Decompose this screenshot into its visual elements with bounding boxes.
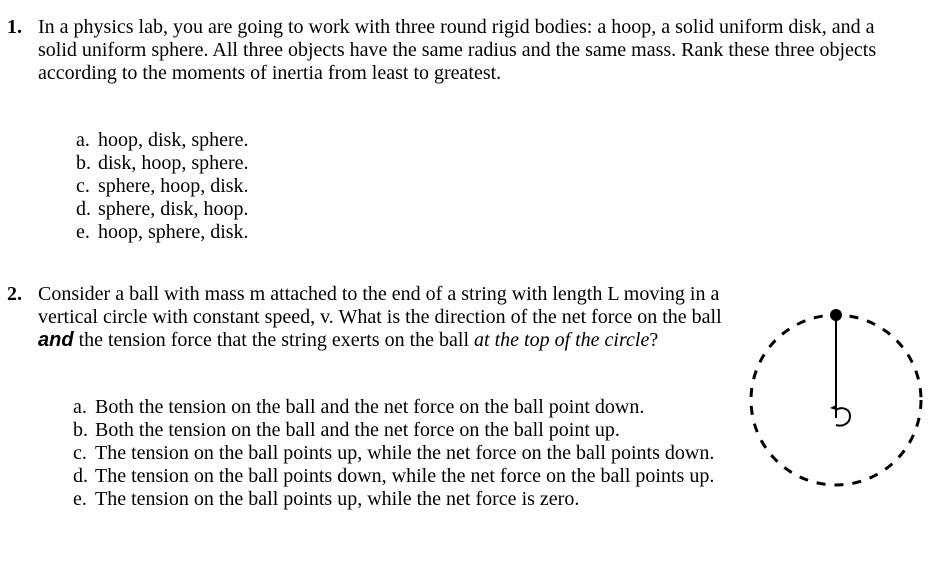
choice-letter: a. xyxy=(76,129,90,151)
question-2-stem-emphasis: and xyxy=(38,329,74,351)
choice-item xyxy=(76,152,476,175)
question-1-number: 1. xyxy=(7,16,22,38)
vertical-circle-diagram xyxy=(740,300,930,500)
arrowhead-icon xyxy=(830,405,836,410)
choice-text: The tension on the ball points up, while the net force is zero. xyxy=(95,488,580,510)
choice-letter: d. xyxy=(76,198,91,220)
choice-text: sphere, hoop, disk. xyxy=(98,175,249,197)
question-2-choices xyxy=(73,396,733,511)
choice-letter: d. xyxy=(73,465,88,487)
choice-text: The tension on the ball points up, while the net force on the ball points down. xyxy=(95,442,715,464)
choice-item xyxy=(73,419,733,442)
question-2-stem-end: ? xyxy=(649,329,659,351)
choice-item xyxy=(76,129,476,152)
question-2-stem-part2: the tension force that the string exerts on the ball xyxy=(73,329,475,351)
choice-letter: e. xyxy=(73,488,87,510)
choice-text: hoop, disk, sphere. xyxy=(98,129,249,151)
choice-text: Both the tension on the ball and the net force on the ball point up. xyxy=(95,419,620,441)
question-2-stem-part1: Consider a ball with mass m attached to the end of a string with length L moving in a vertical circle with constant speed, v. What is the direction of the net force on the ball xyxy=(38,283,722,328)
question-2-stem xyxy=(38,283,738,352)
choice-letter: b. xyxy=(76,152,91,174)
ball-dot xyxy=(830,309,842,321)
choice-letter: e. xyxy=(76,221,90,243)
question-1-stem: In a physics lab, you are going to work with three round rigid bodies: a hoop, a solid uniform disk, and a solid uniform sphere. All three objects have the same radius and the same mass. Rank these three objects according to the moments of inertia from least to greatest. xyxy=(38,16,877,84)
question-1-choices xyxy=(76,129,476,244)
choice-letter: c. xyxy=(73,442,87,464)
choice-item xyxy=(76,198,476,221)
choice-item xyxy=(73,396,733,419)
question-2-number: 2. xyxy=(7,283,22,305)
choice-text: disk, hoop, sphere. xyxy=(98,152,249,174)
choice-item xyxy=(73,488,733,511)
choice-item xyxy=(73,442,733,465)
choice-letter: b. xyxy=(73,419,88,441)
choice-item xyxy=(76,175,476,198)
choice-text: Both the tension on the ball and the net force on the ball point down. xyxy=(95,396,645,418)
choice-text: hoop, sphere, disk. xyxy=(98,221,249,243)
choice-item xyxy=(73,465,733,488)
choice-text: The tension on the ball points down, while the net force on the ball points up. xyxy=(95,465,715,487)
choice-text: sphere, disk, hoop. xyxy=(98,198,249,220)
choice-letter: c. xyxy=(76,175,90,197)
choice-letter: a. xyxy=(73,396,87,418)
rotation-arrow-icon xyxy=(836,408,850,425)
question-2-stem-italic: at the top of the circle xyxy=(474,329,650,351)
choice-item xyxy=(76,221,476,244)
